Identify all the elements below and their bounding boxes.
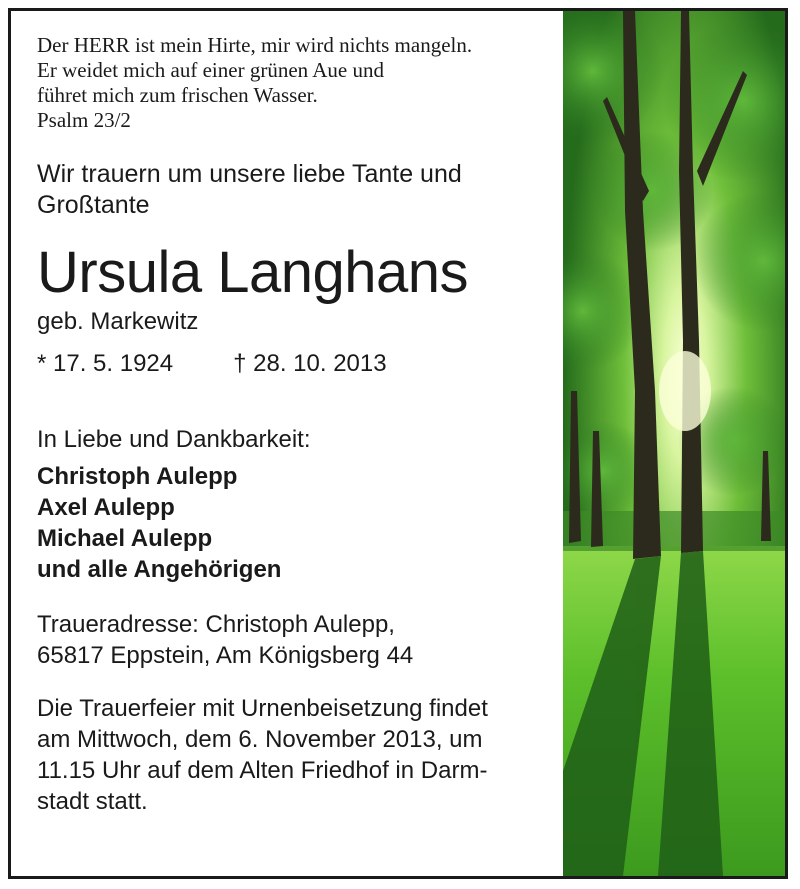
ceremony-info xyxy=(37,693,567,817)
mourner-name: und alle Angehörigen xyxy=(37,556,282,583)
death-date: † 28. 10. 2013 xyxy=(233,350,387,377)
text-column xyxy=(37,33,567,817)
mourner-name: Michael Aulepp xyxy=(37,525,213,552)
deceased-name: Ursula Langhans xyxy=(37,240,469,305)
maiden-name: geb. Markewitz xyxy=(37,308,199,335)
ceremony-line: stadt statt. xyxy=(37,788,148,815)
psalm-quote xyxy=(37,33,567,133)
birth-date: * 17. 5. 1924 xyxy=(37,350,174,377)
psalm-line: führet mich zum frischen Wasser. xyxy=(37,83,318,107)
ceremony-line: Die Trauerfeier mit Urnenbeisetzung findet xyxy=(37,695,488,722)
tree-illustration xyxy=(563,11,785,876)
obituary-notice xyxy=(8,8,788,879)
park-trees-photo xyxy=(563,11,785,876)
address-line: Traueradresse: Christoph Aulepp, xyxy=(37,611,395,638)
mourners-list xyxy=(37,461,567,585)
address-line: 65817 Eppstein, Am Königsberg 44 xyxy=(37,642,414,669)
life-dates xyxy=(37,349,567,379)
mourner-name: Axel Aulepp xyxy=(37,494,175,521)
thanks-heading: In Liebe und Dankbarkeit: xyxy=(37,426,311,453)
ceremony-line: 11.15 Uhr auf dem Alten Friedhof in Darm- xyxy=(37,757,488,784)
psalm-reference: Psalm 23/2 xyxy=(37,108,131,132)
intro-line: Wir trauern um unsere liebe Tante und xyxy=(37,160,462,188)
intro-line: Großtante xyxy=(37,191,150,219)
mourner-name: Christoph Aulepp xyxy=(37,463,238,490)
mourning-address xyxy=(37,609,567,671)
intro-text xyxy=(37,159,567,221)
ceremony-line: am Mittwoch, dem 6. November 2013, um xyxy=(37,726,483,753)
psalm-line: Er weidet mich auf einer grünen Aue und xyxy=(37,58,384,82)
sun-glow xyxy=(659,351,711,431)
psalm-line: Der HERR ist mein Hirte, mir wird nichts mangeln. xyxy=(37,33,473,57)
